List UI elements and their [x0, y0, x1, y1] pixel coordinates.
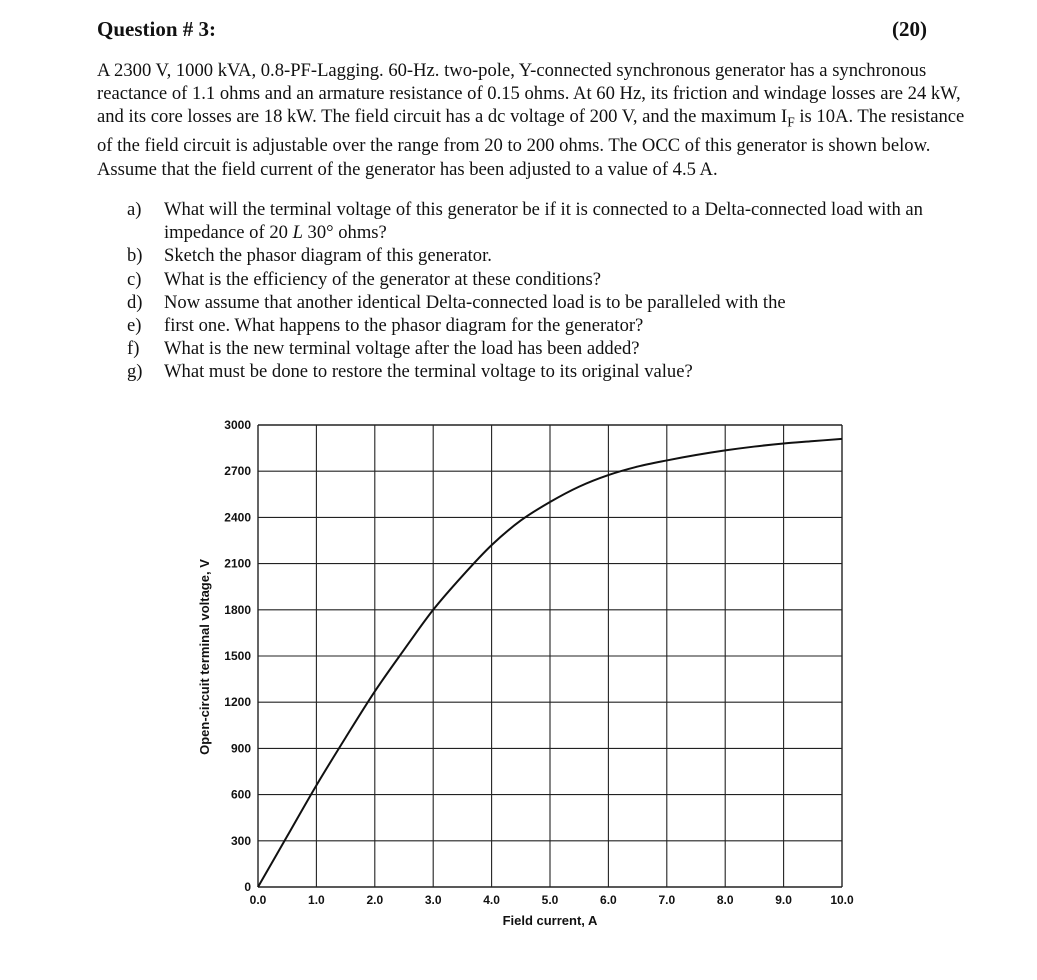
- x-tick-label: 1.0: [308, 893, 325, 907]
- part-a-text-2: 30° ohms?: [302, 222, 387, 244]
- angle-symbol: L: [292, 222, 303, 244]
- intro-text-part-2: is 10A. The resistance of the field circuit is adjustable over the range from 20 to 200 ohms. The OCC of this generator is shown below. Assume that the field current of the generator has been adjusted to a value of 4.5 A.: [97, 106, 965, 180]
- part-label: a): [127, 199, 142, 220]
- y-tick-label: 600: [230, 787, 251, 802]
- x-tick-label: 10.0: [830, 893, 854, 907]
- part-label: g): [127, 361, 143, 383]
- part-label: b): [127, 245, 143, 267]
- intro-text-part-1: A 2300 V, 1000 kVA, 0.8-PF-Lagging. 60-Hz. two-pole, Y-connected synchronous generator has a synchronous reactance of 1.1 ohms and an armature resistance of 0.15 ohms. At 60 Hz, its friction and windage losses are 24 kW, and its core losses are 18 kW. The field circuit has a dc voltage of 200 V, and the maximum I: [97, 60, 961, 128]
- y-tick-label: 0: [244, 880, 251, 894]
- x-tick-label: 9.0: [775, 893, 792, 907]
- part-text: first one. What happens to the phasor diagram for the generator?: [164, 315, 644, 337]
- y-tick-label: 1800: [224, 602, 251, 617]
- question-points: (20): [892, 17, 927, 41]
- y-tick-label: 2400: [224, 510, 251, 525]
- part-text: Now assume that another identical Delta-connected load is to be paralleled with the: [164, 291, 786, 313]
- part-text: Sketch the phasor diagram of this generator.: [164, 245, 492, 267]
- part-text: What must be done to restore the terminal voltage to its original value?: [164, 361, 693, 383]
- x-axis-label: Field current, A: [502, 913, 598, 928]
- y-tick-label: 1200: [224, 695, 251, 710]
- y-tick-label: 3000: [224, 418, 251, 432]
- y-axis-label: Open-circuit terminal voltage, V: [197, 559, 212, 755]
- part-label: e): [127, 315, 142, 337]
- part-label: f): [127, 338, 140, 360]
- y-tick-label: 300: [230, 833, 251, 848]
- x-tick-label: 3.0: [424, 893, 442, 907]
- question-title: Question # 3:: [97, 17, 217, 41]
- x-tick-label: 2.0: [366, 893, 384, 907]
- x-tick-label: 7.0: [658, 893, 676, 907]
- part-a-text-1: What will the terminal voltage of this generator be if it is connected to a Delta-connected load with an impedance of 20: [164, 199, 923, 244]
- x-tick-label: 5.0: [541, 893, 559, 907]
- chart-tick-labels: [224, 418, 854, 907]
- part-label: d): [127, 291, 143, 313]
- y-tick-label: 900: [230, 741, 251, 756]
- part-text: What is the new terminal voltage after the load has been added?: [164, 338, 640, 360]
- part-text: What is the efficiency of the generator at these conditions?: [164, 268, 601, 290]
- y-tick-label: 2100: [224, 556, 251, 571]
- x-tick-label: 0.0: [249, 893, 267, 907]
- part-label: c): [127, 268, 142, 290]
- chart-grid: [258, 425, 842, 887]
- x-tick-label: 6.0: [600, 893, 617, 907]
- x-tick-label: 4.0: [483, 893, 500, 907]
- y-tick-label: 2700: [224, 464, 251, 479]
- y-tick-label: 1500: [224, 649, 251, 663]
- x-tick-label: 8.0: [716, 893, 734, 907]
- intro-subscript: F: [787, 115, 795, 131]
